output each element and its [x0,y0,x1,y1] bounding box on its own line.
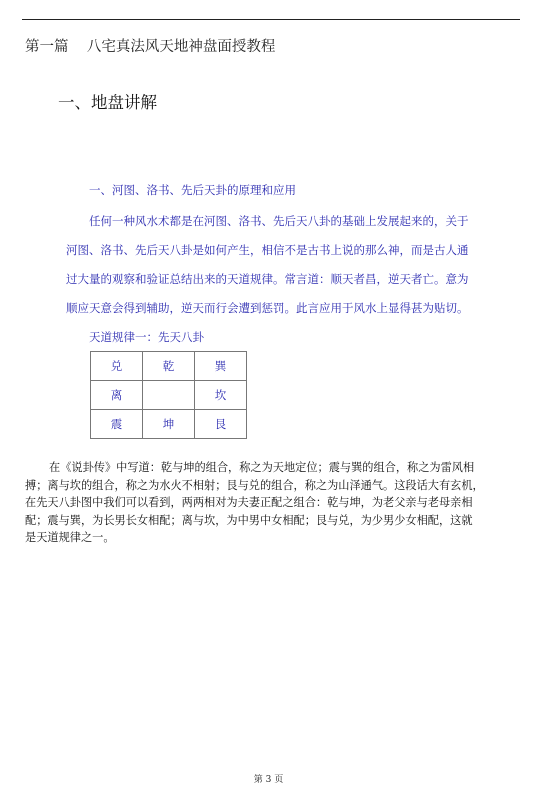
bagua-table [90,351,247,439]
paragraph-line: 过大量的观察和验证总结出来的天道规律。常言道：顺天者昌，逆天者亡。意为 [66,272,469,286]
paragraph-line: 顺应天意会得到辅助，逆天而行会遭到惩罚。此言应用于风水上显得甚为贴切。 [66,301,469,315]
table-cell: 乾 [143,352,195,381]
header-rule [22,19,520,20]
body-line: 配；震与巽，为长男长女相配；离与坎，为中男中女相配；艮与兑，为少男少女相配，这就 [25,513,473,527]
table-row [91,410,247,439]
table-cell: 坎 [195,381,247,410]
table-row [91,352,247,381]
table-cell: 艮 [195,410,247,439]
paragraph-line: 任何一种风水术都是在河图、洛书、先后天八卦的基础上发展起来的，关于 [89,214,469,228]
section-heading: 一、地盘讲解 [58,93,157,112]
paragraph-line: 河图、洛书、先后天八卦是如何产生，相信不是古书上说的那么神，而是古人通 [66,243,469,257]
body-line: 是天道规律之一。 [25,531,115,544]
table-cell [143,381,195,410]
body-line: 搏；离与坎的组合，称之为水火不相射；艮与兑的组合，称之为山泽通气。这段话大有玄机， [25,478,484,492]
intro-paragraph [66,207,476,323]
table-caption: 天道规律一：先天八卦 [89,330,204,344]
body-paragraph [25,459,521,547]
table-cell: 巽 [195,352,247,381]
table-row [91,381,247,410]
page-number: 第 3 页 [253,775,284,785]
document-title: 第一篇 八宅真法风天地神盘面授教程 [25,39,276,55]
table-cell: 坤 [143,410,195,439]
subsection-heading: 一、河图、洛书、先后天卦的原理和应用 [89,183,296,197]
body-line: 在《说卦传》中写道：乾与坤的组合，称之为天地定位；震与巽的组合，称之为雷风相 [49,461,475,474]
table-cell: 震 [91,410,143,439]
body-line: 在先天八卦图中我们可以看到，两两相对为夫妻正配之组合：乾与坤，为老父亲与老母亲相 [25,496,473,509]
table-cell: 离 [91,381,143,410]
table-cell: 兑 [91,352,143,381]
